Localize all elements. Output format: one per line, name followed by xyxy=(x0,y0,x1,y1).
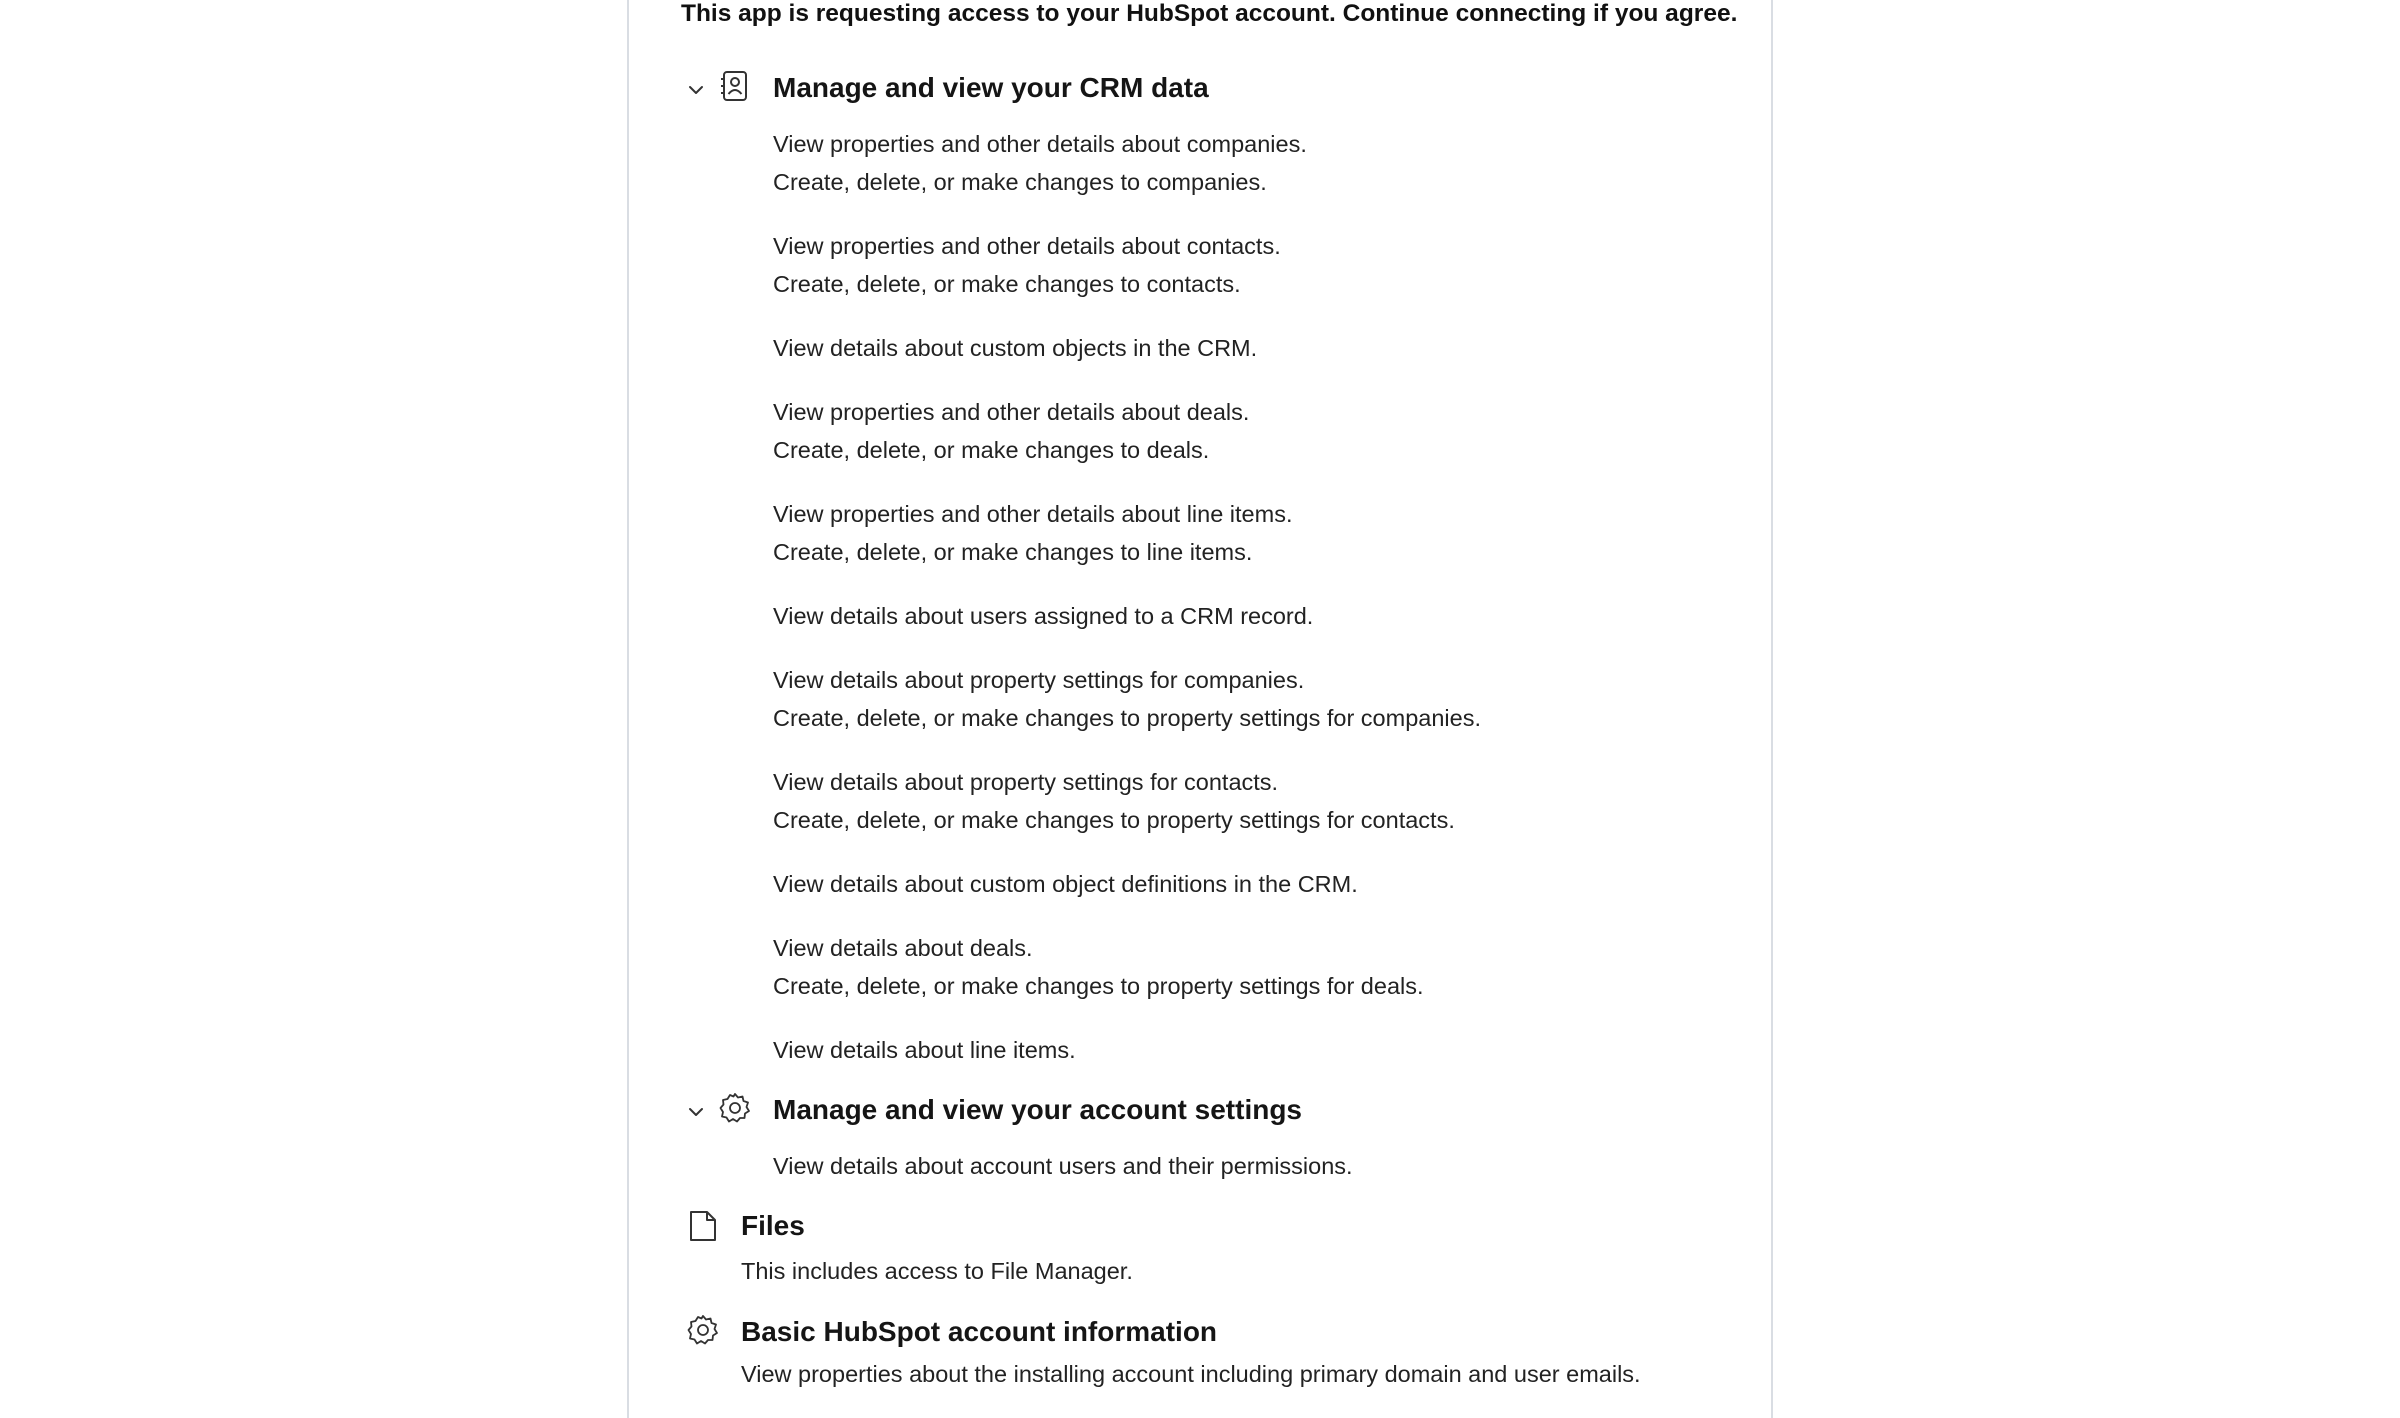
permission-line: Create, delete, or make changes to companies. xyxy=(773,169,1267,195)
section-title-crm: Manage and view your CRM data xyxy=(773,72,1209,103)
consent-intro: This app is requesting access to your HubSpot account. Continue connecting if you agree. xyxy=(681,0,1738,27)
section-title-account-settings: Manage and view your account settings xyxy=(773,1094,1303,1125)
permission-line: Create, delete, or make changes to property settings for deals. xyxy=(773,973,1424,999)
permission-line: Create, delete, or make changes to property settings for companies. xyxy=(773,705,1481,731)
permission-line: View properties and other details about line items. xyxy=(773,501,1293,527)
permission-line: View properties about the installing account including primary domain and user emails. xyxy=(741,1361,1641,1387)
permission-line: View properties and other details about contacts. xyxy=(773,233,1281,259)
section-title-basic-info: Basic HubSpot account information xyxy=(741,1316,1218,1347)
permission-line: Create, delete, or make changes to property settings for contacts. xyxy=(773,807,1455,833)
gear-icon xyxy=(717,1090,753,1126)
permission-line: View details about property settings for contacts. xyxy=(773,769,1279,795)
permission-line: View details about custom objects in the CRM. xyxy=(773,335,1258,361)
permission-line: View details about users assigned to a CRM record. xyxy=(773,603,1314,629)
permission-line: View details about deals. xyxy=(773,935,1033,961)
file-icon xyxy=(685,1208,721,1244)
permission-line: This includes access to File Manager. xyxy=(741,1258,1133,1284)
gear-icon xyxy=(685,1312,721,1348)
permission-line: View details about account users and their permissions. xyxy=(773,1153,1353,1179)
permission-line: Create, delete, or make changes to deals. xyxy=(773,437,1210,463)
section-title-files: Files xyxy=(741,1210,805,1241)
permission-line: Create, delete, or make changes to contacts. xyxy=(773,271,1241,297)
chevron-down-icon[interactable] xyxy=(684,78,708,102)
permissions-panel xyxy=(627,0,1773,1418)
contact-book-icon xyxy=(717,68,753,104)
permission-line: Create, delete, or make changes to line items. xyxy=(773,539,1253,565)
permission-line: View details about property settings for companies. xyxy=(773,667,1305,693)
permission-line: View details about custom object definitions in the CRM. xyxy=(773,871,1358,897)
permission-line: View details about line items. xyxy=(773,1037,1076,1063)
chevron-down-icon[interactable] xyxy=(684,1100,708,1124)
permission-line: View properties and other details about deals. xyxy=(773,399,1250,425)
permission-line: View properties and other details about companies. xyxy=(773,131,1307,157)
